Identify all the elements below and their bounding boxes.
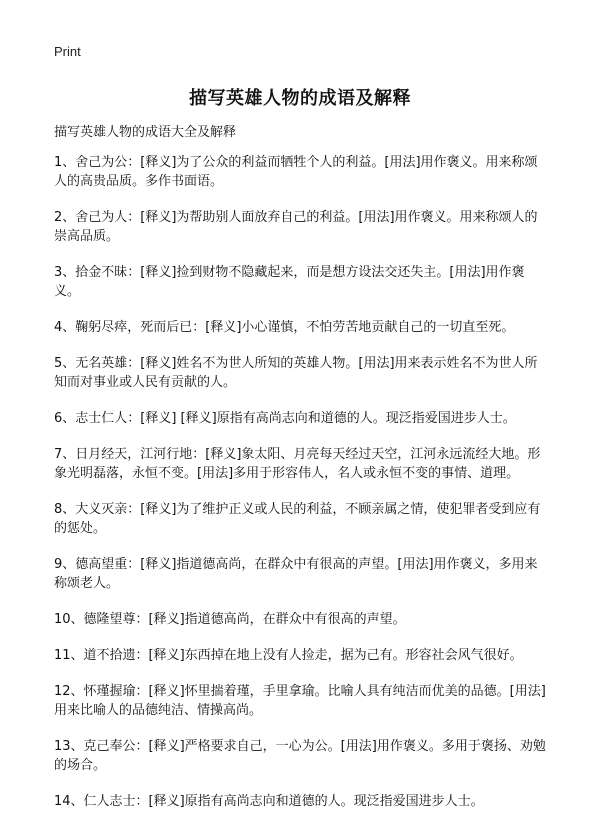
idiom-entry: 7、日月经天，江河行地：[释义]象太阳、月亮每天经过天空，江河永远流经大地。形象光明磊落，永恒不变。[用法]多用于形容伟人，名人或永恒不变的事情、道理。	[54, 447, 541, 481]
idiom-entry: 4、鞠躬尽瘁，死而后已：[释义]小心谨慎，不怕劳苦地贡献自己的一切直至死。	[54, 320, 515, 335]
idiom-entry: 5、无名英雄：[释义]姓名不为世人所知的英雄人物。[用法]用来表示姓名不为世人所知而对事业或人民有贡献的人。	[54, 356, 538, 390]
idiom-entry: 9、德高望重：[释义]指道德高尚，在群众中有很高的声望。[用法]用作褒义，多用来称颂老人。	[54, 557, 538, 591]
idiom-entry: 3、拾金不昧：[释义]捡到财物不隐藏起来，而是想方设法交还失主。[用法]用作褒义。	[54, 265, 525, 299]
idiom-entry: 14、仁人志士：[释义]原指有高尚志向和道德的人。现泛指爱国进步人士。	[54, 794, 484, 809]
idiom-entry: 11、道不拾遗：[释义]东西掉在地上没有人捡走，据为己有。形容社会风气很好。	[54, 648, 523, 663]
idiom-entry: 10、德隆望尊：[释义]指道德高尚，在群众中有很高的声望。	[54, 612, 406, 627]
page-title: 描写英雄人物的成语及解释	[189, 88, 411, 109]
idiom-list	[54, 153, 548, 828]
idiom-entry: 1、舍己为公：[释义]为了公众的利益而牺牲个人的利益。[用法]用作褒义。用来称颂人的高贵品质。多作书面语。	[54, 155, 538, 189]
idiom-entry: 12、怀瑾握瑜：[释义]怀里揣着瑾，手里拿瑜。比喻人具有纯洁而优美的品德。[用法]用来比喻人的品德纯洁、情操高尚。	[54, 684, 546, 718]
print-link[interactable]: Print	[54, 44, 81, 59]
idiom-entry: 13、克己奉公：[释义]严格要求自己，一心为公。[用法]用作褒义。多用于褒扬、劝勉的场合。	[54, 739, 546, 773]
idiom-entry: 8、大义灭亲：[释义]为了维护正义或人民的利益，不顾亲属之情，使犯罪者受到应有的惩处。	[54, 502, 541, 536]
idiom-entry: 2、舍己为人：[释义]为帮助别人面放弃自己的利益。[用法]用作褒义。用来称颂人的崇高品质。	[54, 210, 538, 244]
document-subtitle: 描写英雄人物的成语大全及解释	[54, 125, 237, 140]
idiom-entry: 6、志士仁人：[释义] [释义]原指有高尚志向和道德的人。现泛指爱国进步人士。	[54, 411, 516, 426]
